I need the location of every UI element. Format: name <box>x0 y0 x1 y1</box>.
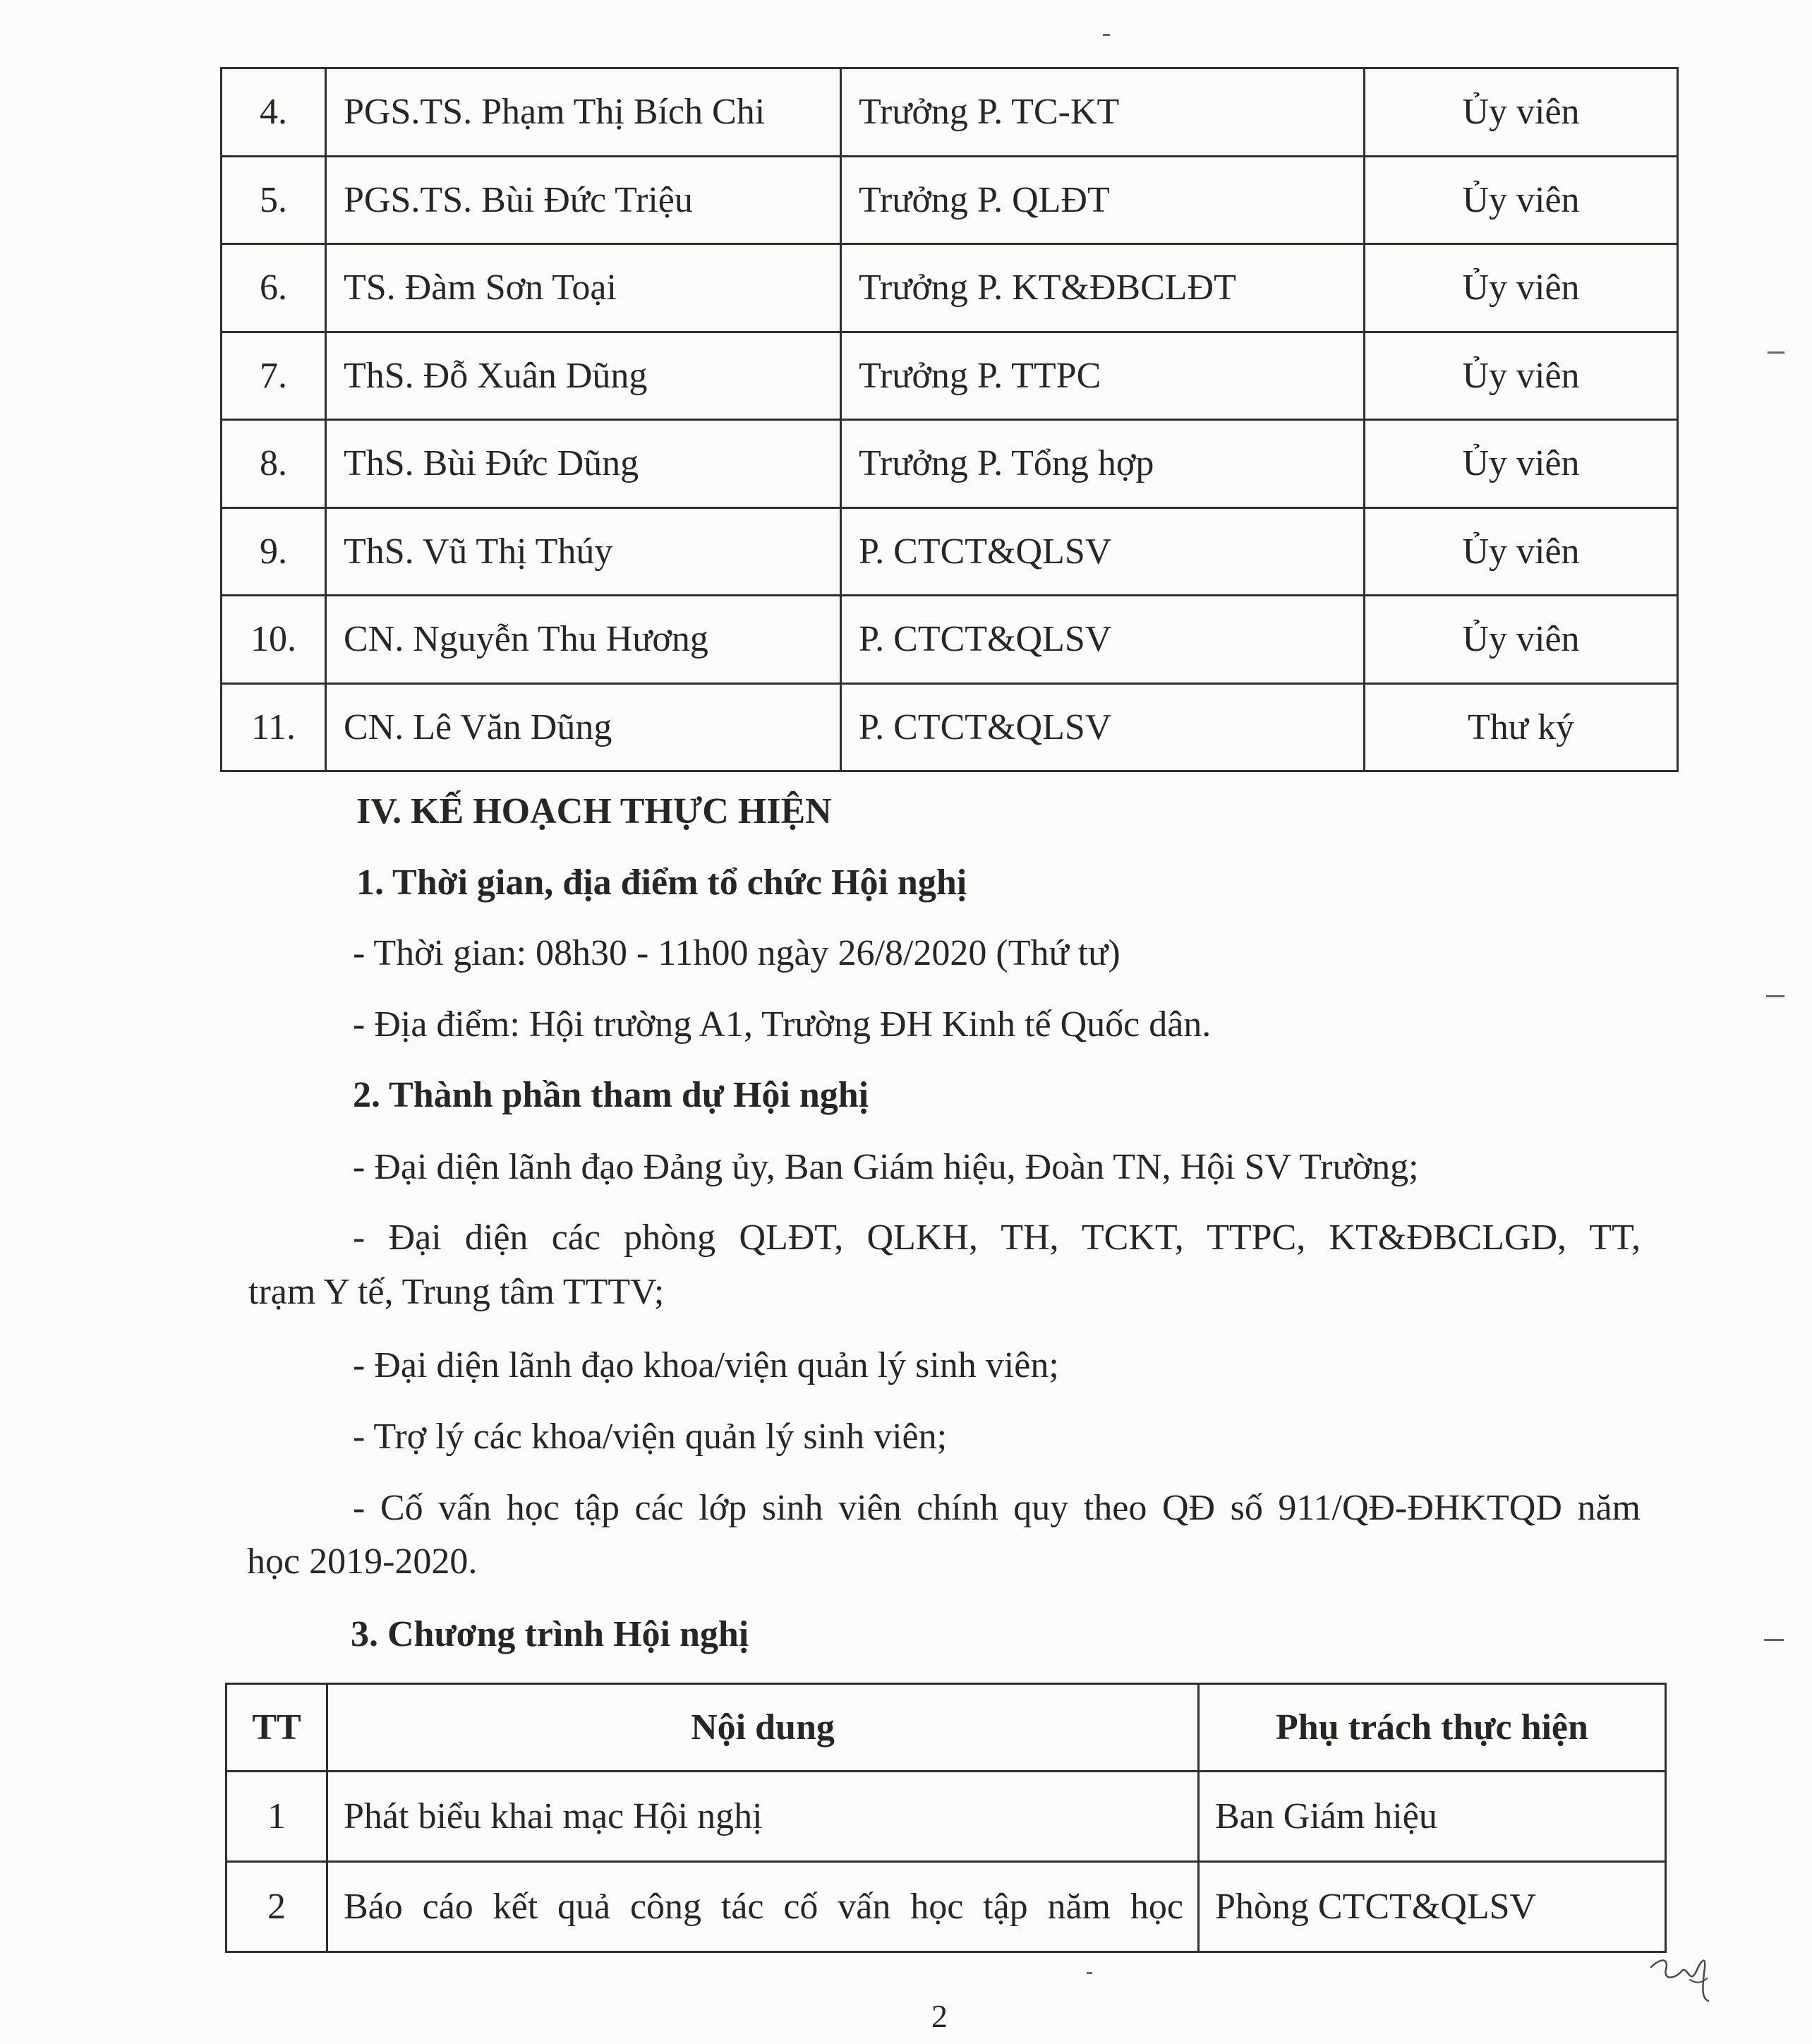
program-item-content: Báo cáo kết quả công tác cố vấn học tập năm học <box>327 1862 1199 1952</box>
table-row <box>222 507 1678 596</box>
program-item-content: Phát biểu khai mạc Hội nghị <box>327 1772 1199 1862</box>
member-position: Trưởng P. Tổng hợp <box>841 420 1365 508</box>
table-row <box>226 1772 1666 1862</box>
table-row <box>222 156 1678 244</box>
program-item-number: 1 <box>226 1772 327 1862</box>
table-row <box>222 68 1678 157</box>
subsection-participants-heading: 2. Thành phần tham dự Hội nghị <box>353 1075 869 1115</box>
scan-margin-mark <box>1768 351 1784 354</box>
member-role: Ủy viên <box>1365 420 1678 508</box>
page-number: 2 <box>931 1998 948 2034</box>
subsection-time-place-heading: 1. Thời gian, địa điểm tổ chức Hội nghị <box>356 862 967 903</box>
member-position: Trưởng P. KT&ĐBCLĐT <box>841 244 1365 332</box>
subsection-program-heading: 3. Chương trình Hội nghị <box>351 1614 749 1654</box>
column-header-responsible: Phụ trách thực hiện <box>1199 1684 1666 1772</box>
member-name: ThS. Đỗ Xuân Dũng <box>326 332 841 420</box>
place-line: - Địa điểm: Hội trường A1, Trường ĐH Kinh tế Quốc dân. <box>353 1004 1212 1045</box>
member-position: P. CTCT&QLSV <box>841 507 1365 596</box>
member-name: ThS. Bùi Đức Dũng <box>326 420 841 508</box>
member-number: 5. <box>222 156 326 244</box>
program-item-responsible: Phòng CTCT&QLSV <box>1199 1862 1666 1952</box>
member-name: PGS.TS. Phạm Thị Bích Chi <box>326 68 841 157</box>
participant-item-continued: học 2019-2020. <box>247 1541 478 1582</box>
member-name: CN. Nguyễn Thu Hương <box>326 596 841 684</box>
member-role: Ủy viên <box>1365 244 1678 332</box>
participant-item: - Đại diện các phòng QLĐT, QLKH, TH, TCKT, TTPC, KT&ĐBCLGD, TT, <box>353 1218 1641 1258</box>
member-number: 9. <box>222 507 326 596</box>
member-number: 8. <box>222 420 326 508</box>
member-position: Trưởng P. TTPC <box>841 332 1365 420</box>
participant-item: - Đại diện lãnh đạo Đảng ủy, Ban Giám hiệu, Đoàn TN, Hội SV Trường; <box>353 1147 1419 1187</box>
table-row <box>222 420 1678 508</box>
member-role: Ủy viên <box>1365 507 1678 596</box>
member-name: ThS. Vũ Thị Thúy <box>326 507 841 596</box>
column-header-tt: TT <box>226 1684 327 1772</box>
participant-item: - Đại diện lãnh đạo khoa/viện quản lý sinh viên; <box>353 1345 1059 1385</box>
member-number: 6. <box>222 244 326 332</box>
scan-dot <box>1103 34 1110 36</box>
scan-margin-mark <box>1766 995 1784 997</box>
member-number: 4. <box>222 68 326 157</box>
time-line: - Thời gian: 08h30 - 11h00 ngày 26/8/2020 (Thứ tư) <box>353 933 1121 973</box>
member-name: CN. Lê Văn Dũng <box>326 683 841 771</box>
table-row <box>222 332 1678 420</box>
member-number: 7. <box>222 332 326 420</box>
program-item-number: 2 <box>226 1862 327 1952</box>
member-position: P. CTCT&QLSV <box>841 596 1365 684</box>
member-number: 10. <box>222 596 326 684</box>
committee-members-table <box>220 67 1679 772</box>
member-name: TS. Đàm Sơn Toại <box>326 244 841 332</box>
table-row <box>222 683 1678 771</box>
program-item-responsible: Ban Giám hiệu <box>1199 1772 1666 1862</box>
table-row <box>226 1862 1666 1952</box>
member-role: Ủy viên <box>1365 68 1678 157</box>
scan-dot <box>1087 1972 1092 1974</box>
table-header-row <box>226 1684 1666 1772</box>
member-position: P. CTCT&QLSV <box>841 683 1365 771</box>
member-name: PGS.TS. Bùi Đức Triệu <box>326 156 841 244</box>
member-number: 11. <box>222 683 326 771</box>
participant-item: - Trợ lý các khoa/viện quản lý sinh viên; <box>353 1417 948 1457</box>
member-role: Thư ký <box>1365 683 1678 771</box>
member-role: Ủy viên <box>1365 332 1678 420</box>
column-header-content: Nội dung <box>327 1684 1199 1772</box>
scan-margin-mark <box>1764 1639 1784 1641</box>
table-row <box>222 596 1678 684</box>
signature-initials <box>1648 1952 1732 2008</box>
member-role: Ủy viên <box>1365 156 1678 244</box>
program-table <box>225 1683 1667 1953</box>
table-row <box>222 244 1678 332</box>
member-position: Trưởng P. TC-KT <box>841 68 1365 157</box>
member-position: Trưởng P. QLĐT <box>841 156 1365 244</box>
participant-item: - Cố vấn học tập các lớp sinh viên chính quy theo QĐ số 911/QĐ-ĐHKTQD năm <box>353 1488 1641 1528</box>
section-iv-heading: IV. KẾ HOẠCH THỰC HIỆN <box>356 791 832 831</box>
participant-item-continued: trạm Y tế, Trung tâm TTTV; <box>248 1272 665 1312</box>
member-role: Ủy viên <box>1365 596 1678 684</box>
